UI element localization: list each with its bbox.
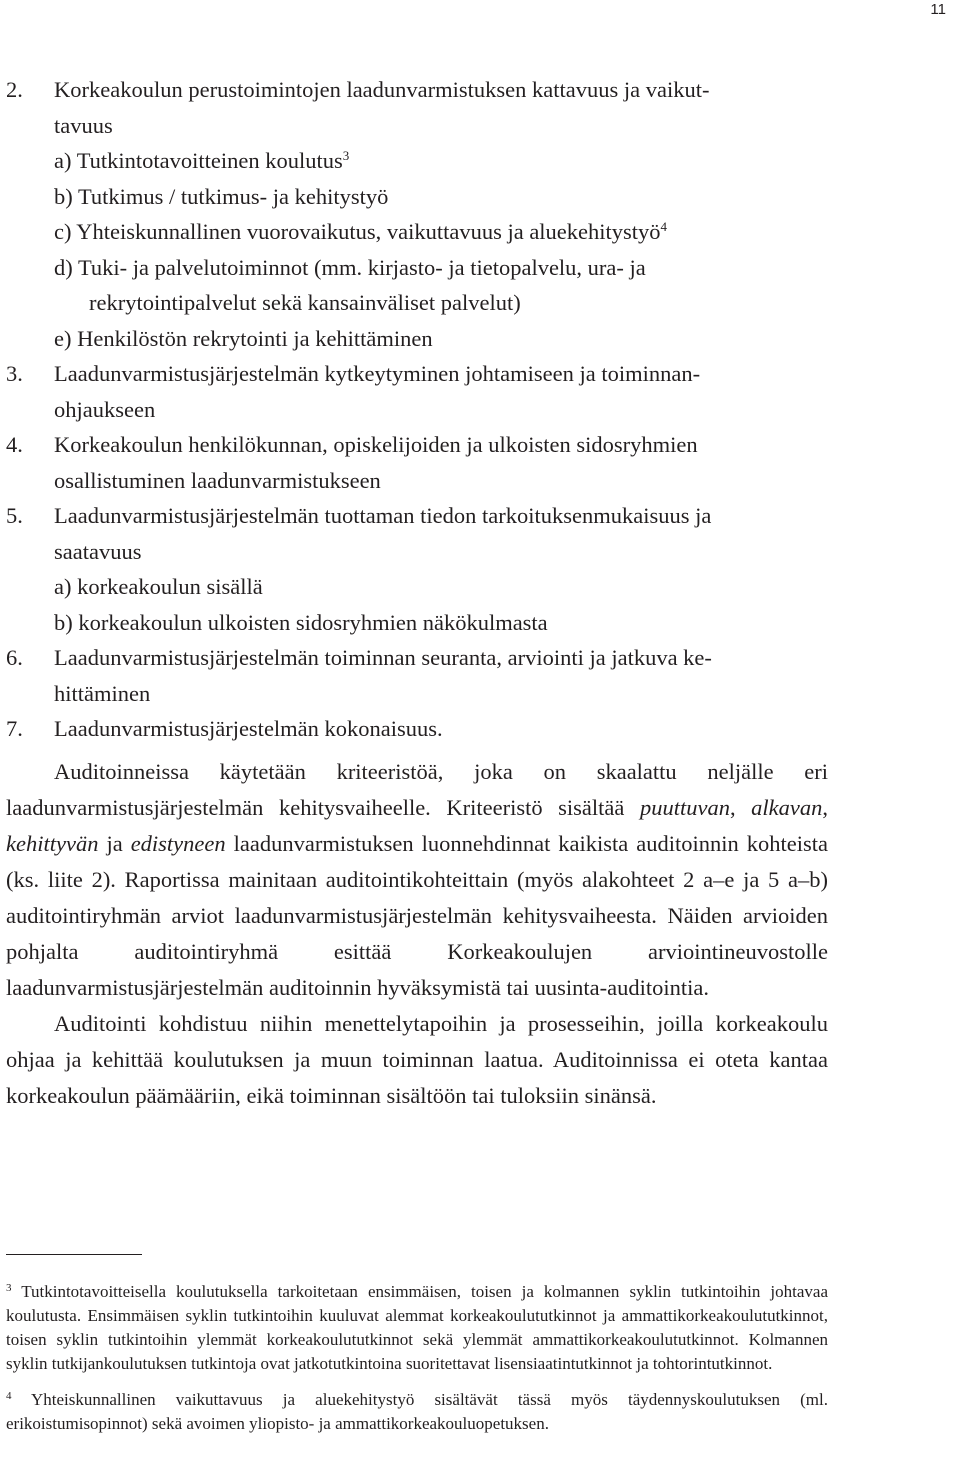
sub-item-2b: b) Tutkimus / tutkimus- ja kehitystyö: [54, 183, 389, 209]
list-item-6: [6, 640, 828, 676]
list-number: 6.: [6, 645, 23, 670]
list-item-4: [6, 427, 828, 463]
list-number: 7.: [6, 716, 23, 741]
list-number: 5.: [6, 503, 23, 528]
sub-item-5a: a) korkeakoulun sisällä: [54, 574, 263, 599]
list-item-continuation: saatavuus: [54, 538, 142, 564]
footnote-4: [6, 1388, 828, 1436]
list-item-continuation: hittäminen: [54, 680, 151, 706]
list-number: 3.: [6, 361, 23, 386]
page-number: 11: [930, 1, 946, 18]
footnote-ref[interactable]: 4: [660, 219, 668, 234]
footnote-marker: 3: [6, 1282, 12, 1294]
footnote-text: Tutkintotavoitteisella koulutuksella tarkoitetaan ensimmäisen, toisen ja kolmannen syklin tutkintoihin johtavaa koulutusta. Ensimmäisen syklin tutkintoihin kuuluvat alemmat korkeakoulututkinnot ja ammattikorkeakoulututkinnot, toisen syklin tutkintoihin ylemmät korkeakoulututkinnot sekä ylemmät ammattikorkeakoulututkinnot. Kolmannen syklin tutkijankoulutuksen tutkintoja ovat jatkotutkintoina suoritettavat lisensiaatintutkinnot ja tohtorintutkinnot.: [6, 1282, 828, 1373]
list-item-continuation: osallistuminen laadunvarmistukseen: [54, 467, 381, 493]
list-item-text: Korkeakoulun henkilökunnan, opiskelijoiden ja ulkoisten sidosryhmien: [54, 432, 698, 457]
term-puuttuva: puuttuvan: [639, 795, 730, 820]
list-item-continuation: tavuus: [54, 112, 113, 138]
list-item-text: Laadunvarmistusjärjestelmän toiminnan seuranta, arviointi ja jatkuva ke-: [54, 645, 712, 670]
list-number: 2.: [6, 77, 23, 102]
paragraph-criteria: Auditoinneissa käytetään kriteeristöä, joka on skaalattu neljälle eri laadunvarmistusjärjestelmän kehitysvaiheelle. Kriteeristö sisältää puuttuvan, alkavan, kehittyvän ja edistyneen laadunvarmistuksen luonnehdinnat kaikista auditoinnin kohteista (ks. liite 2). Raportissa mainitaan auditointikohteittain (myös alakohteet 2 a–e ja 5 a–b) auditointiryhmän arviot laadunvarmistusjärjestelmän kehitysvaiheesta. Näiden arvioiden pohjalta auditointiryhmä esittää Korkeakoulujen arviointineuvostolle laadunvarmistusjärjestelmän auditoinnin hyväksymistä tai uusinta-auditointia.: [6, 759, 829, 1000]
term-alkava: alkavan: [751, 795, 823, 820]
sub-item-text: a) Tutkintotavoitteinen koulutus: [54, 148, 343, 173]
term-kehittyva: kehittyvän: [6, 831, 99, 856]
footnote-text: Yhteiskunnallinen vaikuttavuus ja aluekehitystyö sisältävät tässä myös täydennyskoulutuksen (ml. erikoistumisopinnot) sekä avoimen yliopisto- ja ammattikorkeakouluopetuksen.: [6, 1390, 828, 1433]
footnotes: [6, 1280, 828, 1436]
sub-item-2d: d) Tuki- ja palvelutoiminnot (mm. kirjasto- ja tietopalvelu, ura- ja: [54, 254, 646, 280]
list-item-text: Laadunvarmistusjärjestelmän kytkeytyminen johtamiseen ja toiminnan-: [54, 361, 701, 386]
footnote-marker: 4: [6, 1390, 12, 1402]
footnote-3: [6, 1280, 828, 1376]
list-item-text: Laadunvarmistusjärjestelmän tuottaman tiedon tarkoituksenmukaisuus ja: [54, 503, 712, 528]
list-number: 4.: [6, 432, 23, 457]
sub-item-5b: b) korkeakoulun ulkoisten sidosryhmien näkökulmasta: [54, 609, 548, 635]
list-item-2: [6, 72, 828, 108]
sub-item-2c: [6, 214, 828, 250]
list-item-text: Korkeakoulun perustoimintojen laadunvarmistuksen kattavuus ja vaikut-: [54, 77, 710, 102]
sub-item-2a: [6, 143, 828, 179]
list-item-5: [6, 498, 828, 534]
list-item-3: [6, 356, 828, 392]
sub-item-text: c) Yhteiskunnallinen vuorovaikutus, vaikuttavuus ja aluekehitystyö: [54, 219, 661, 244]
sub-item-2e: e) Henkilöstön rekrytointi ja kehittäminen: [54, 325, 433, 351]
list-item-7: [6, 711, 828, 747]
paragraph-scope: Auditointi kohdistuu niihin menettelytapoihin ja prosesseihin, joilla korkeakoulu ohjaa ja kehittää koulutuksen ja muun toiminnan laatua. Auditoinnissa ei oteta kantaa korkeakoulun päämääriin, eikä toiminnan sisältöön tai tuloksiin sinänsä.: [6, 1011, 828, 1108]
body-text: [6, 754, 828, 1114]
list-item-continuation: ohjaukseen: [54, 396, 156, 422]
criteria-list: [6, 72, 828, 747]
term-edistynyt: edistyneen: [130, 831, 226, 856]
sub-item-continuation: rekrytointipalvelut sekä kansainväliset palvelut): [89, 290, 521, 315]
footnote-ref[interactable]: 3: [342, 148, 350, 163]
list-item-text: Laadunvarmistusjärjestelmän kokonaisuus.: [54, 716, 443, 741]
footnote-divider: [6, 1254, 142, 1255]
